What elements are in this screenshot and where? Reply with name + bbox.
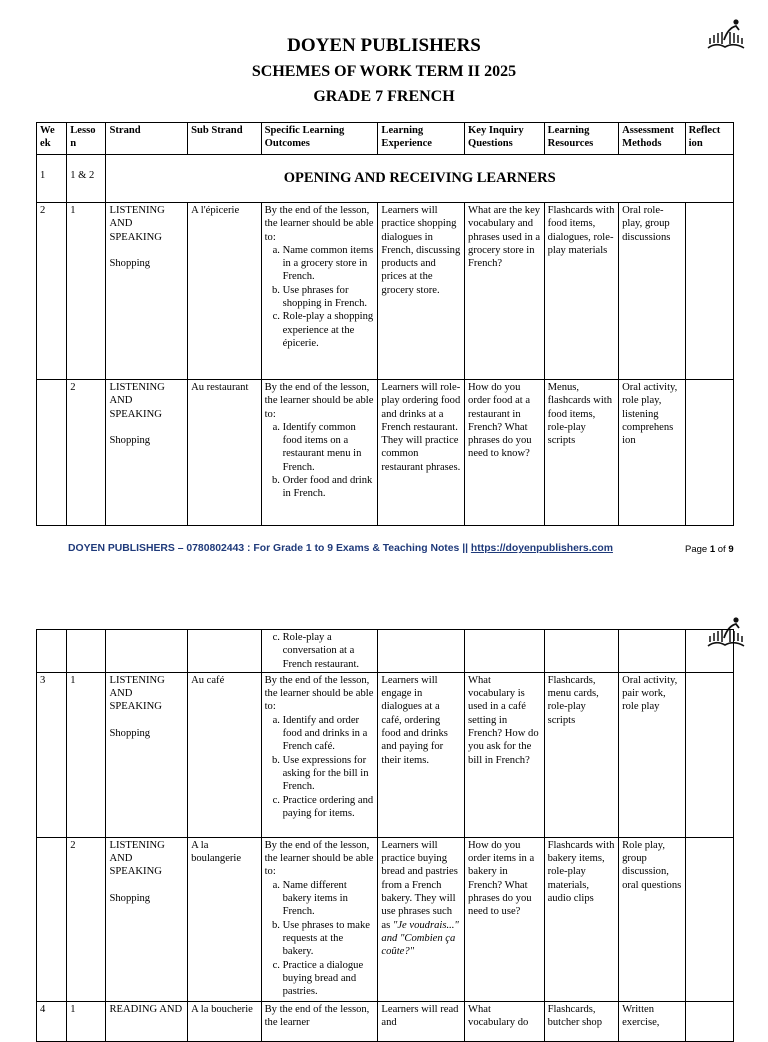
experience-cell: Learners will practice shopping dialogues in French, discussing products and prices at the grocery store. — [378, 203, 465, 380]
page-number — [685, 544, 734, 555]
questions-cell: How do you order items in a bakery in French? What phrases do you need to use? — [465, 837, 545, 1001]
table-header-row — [37, 123, 734, 155]
outcome-item: a. Identify common food items on a restaurant menu in French. — [283, 421, 375, 474]
assessment-cell: Role play, group discussion, oral questions — [619, 837, 685, 1001]
resources-cell: Flashcards with bakery items, role-play materials, audio clips — [544, 837, 619, 1001]
substrand-cell: A la boulangerie — [188, 837, 262, 1001]
lesson-cell: 1 & 2 — [67, 155, 106, 203]
assessment-cell: Oral activity, pair work, role play — [619, 672, 685, 837]
strand-subtext: Shopping — [109, 257, 151, 269]
resources-cell: Flashcards with food items, dialogues, role-play materials — [544, 203, 619, 380]
publisher-logo-icon — [706, 16, 746, 54]
page-label: Page — [685, 544, 708, 555]
experience-text: Learners will practice buying bread and pastries from a French bakery. They will use phrases such as — [381, 839, 458, 931]
page-total: 9 — [728, 544, 734, 555]
table-row — [37, 1001, 734, 1041]
table-row — [37, 380, 734, 526]
outcomes-cell — [261, 380, 378, 526]
resources-cell: Flashcards, butcher shop — [544, 1001, 619, 1041]
col-header-outcomes: Specific Learning Outcomes — [261, 123, 378, 155]
outcomes-cell: By the end of the lesson, the learner — [261, 1001, 378, 1041]
strand-subtext: Shopping — [109, 892, 151, 904]
assessment-cell: Written exercise, — [619, 1001, 685, 1041]
resources-cell: Menus, flashcards with food items, role-play scripts — [544, 380, 619, 526]
questions-cell: How do you order food at a restaurant in French? What phrases do you need to know? — [465, 380, 545, 526]
outcomes-cell — [261, 672, 378, 837]
reflection-cell — [685, 203, 733, 380]
outcomes-list — [265, 421, 375, 501]
week-cell: 2 — [37, 203, 67, 380]
experience-cell: Learners will role-play ordering food and drinks at a French restaurant. They will practice common restaurant phrases. — [378, 380, 465, 526]
substrand-cell: A la boucherie — [188, 1001, 262, 1041]
outcomes-intro: By the end of the lesson, the learner should be able to: — [264, 382, 374, 420]
outcomes-cell — [261, 837, 378, 1001]
col-header-experience: Learning Experience — [378, 123, 465, 155]
table-row — [37, 837, 734, 1001]
strand-cell — [106, 672, 188, 837]
substrand-cell: A l'épicerie — [188, 203, 262, 380]
col-header-week: We ek — [37, 123, 67, 155]
table-row — [37, 672, 734, 837]
resources-cell: Flashcards, menu cards, role-play scripts — [544, 672, 619, 837]
lesson-cell: 1 — [67, 672, 106, 837]
col-header-resources: Learning Resources — [544, 123, 619, 155]
week-cell: 4 — [37, 1001, 67, 1041]
substrand-cell: Au restaurant — [188, 380, 262, 526]
outcome-item: b. Use phrases for shopping in French. — [283, 284, 375, 311]
scheme-title: SCHEMES OF WORK TERM II 2025 — [251, 63, 517, 80]
questions-cell: What vocabulary is used in a café setting in French? How do you ask for the bill in French? — [465, 672, 545, 837]
substrand-cell: Au café — [188, 672, 262, 837]
table-row — [37, 203, 734, 380]
questions-cell: What vocabulary do — [465, 1001, 545, 1041]
document-page-2 — [0, 575, 768, 1029]
strand-cell — [106, 380, 188, 526]
grade-title: GRADE 7 FRENCH — [313, 88, 455, 105]
outcome-item: c. Role-play a conversation at a French restaurant. — [283, 631, 375, 671]
assessment-cell: Oral role-play, group discussions — [619, 203, 685, 380]
strand-cell — [106, 837, 188, 1001]
week-cell — [37, 837, 67, 1001]
strand-text: LISTENING AND SPEAKING — [109, 839, 165, 878]
questions-cell: What are the key vocabulary and phrases used in a grocery store in French? — [465, 203, 545, 380]
page-of: of — [717, 544, 726, 555]
outcomes-list — [265, 631, 375, 671]
page-footer — [68, 543, 613, 554]
experience-quote: "Je voudrais..." and "Combien ça coûte?" — [381, 919, 459, 958]
outcome-item: b. Use expressions for asking for the bill in French. — [283, 754, 375, 794]
strand-subtext: Shopping — [109, 727, 151, 739]
col-header-assessment: Assessment Methods — [619, 123, 685, 155]
outcomes-intro: By the end of the lesson, the learner should be able to: — [264, 205, 374, 243]
reflection-cell — [685, 380, 733, 526]
outcome-item: c. Practice ordering and paying for items. — [283, 794, 375, 821]
outcome-item: a. Identify and order food and drinks in a French café. — [283, 714, 375, 754]
strand-subtext: Shopping — [109, 434, 151, 446]
lesson-cell: 2 — [67, 837, 106, 1001]
outcomes-intro: By the end of the lesson, the learner should be able to: — [264, 839, 374, 878]
outcome-item: a. Name different bakery items in French. — [283, 879, 375, 919]
table-row — [37, 155, 734, 203]
table-row — [37, 630, 734, 673]
experience-cell: Learners will engage in dialogues at a café, ordering food and drinks and paying for their items. — [378, 672, 465, 837]
col-header-substrand: Sub Strand — [188, 123, 262, 155]
col-header-strand: Strand — [106, 123, 188, 155]
week-cell: 3 — [37, 672, 67, 837]
week-cell — [37, 380, 67, 526]
lesson-cell: 1 — [67, 203, 106, 380]
reflection-cell — [685, 837, 733, 1001]
lesson-cell: 1 — [67, 1001, 106, 1041]
experience-cell — [378, 837, 465, 1001]
assessment-cell: Oral activity, role play, listening comprehens ion — [619, 380, 685, 526]
schemes-table-page-1 — [36, 122, 734, 526]
outcomes-cell — [261, 203, 378, 380]
schemes-table-page-2 — [36, 629, 734, 1042]
experience-cell: Learners will read and — [378, 1001, 465, 1041]
reflection-cell — [685, 672, 733, 837]
week-cell: 1 — [37, 155, 67, 203]
strand-text: LISTENING AND SPEAKING — [109, 205, 165, 243]
strand-cell — [106, 203, 188, 380]
col-header-lesson: Lesso n — [67, 123, 106, 155]
page-current: 1 — [709, 544, 716, 555]
strand-text: LISTENING AND SPEAKING — [109, 674, 165, 713]
outcomes-list — [265, 879, 375, 999]
outcome-item: c. Role-play a shopping experience at the épicerie. — [283, 310, 375, 350]
outcome-item: c. Practice a dialogue buying bread and pastries. — [283, 959, 375, 999]
opening-banner: OPENING AND RECEIVING LEARNERS — [106, 155, 734, 203]
col-header-questions: Key Inquiry Questions — [465, 123, 545, 155]
footer-text: DOYEN PUBLISHERS – 0780802443 : For Grade 1 to 9 Exams & Teaching Notes || — [68, 543, 471, 554]
footer-website-link[interactable]: https://doyenpublishers.com — [470, 543, 613, 554]
lesson-cell: 2 — [67, 380, 106, 526]
publisher-title: DOYEN PUBLISHERS — [287, 35, 481, 56]
outcome-item: b. Use phrases to make requests at the bakery. — [283, 919, 375, 959]
outcomes-intro: By the end of the lesson, the learner should be able to: — [264, 674, 374, 713]
outcomes-list — [265, 244, 375, 350]
outcome-item: a. Name common items in a grocery store in French. — [283, 244, 375, 284]
outcome-item: b. Order food and drink in French. — [283, 474, 375, 501]
outcomes-cell — [261, 630, 378, 673]
reflection-cell — [685, 1001, 733, 1041]
strand-cell: READING AND — [106, 1001, 188, 1041]
strand-text: LISTENING AND SPEAKING — [109, 382, 165, 420]
outcomes-list — [265, 714, 375, 820]
col-header-reflection: Reflect ion — [685, 123, 733, 155]
